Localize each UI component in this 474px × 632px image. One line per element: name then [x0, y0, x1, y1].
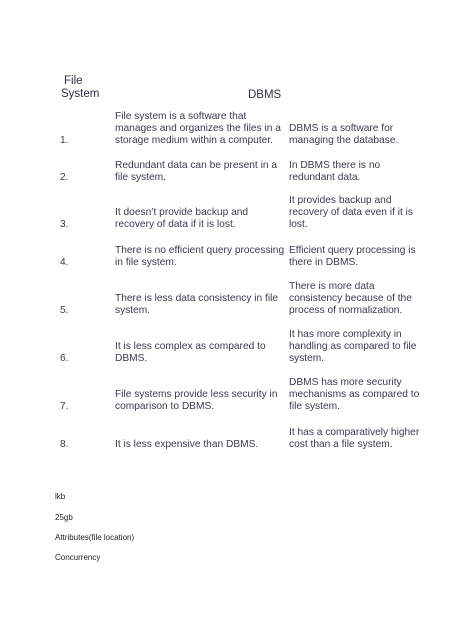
column-header-file-system-line1: File: [64, 75, 83, 87]
cell-text-line: manages and organizes the files in a: [115, 123, 281, 134]
cell-text-line: file system.: [289, 401, 340, 412]
cell-text-line: There is less data consistency in file: [115, 293, 279, 304]
cell-text-line: Efficient query processing is: [289, 245, 416, 256]
cell-text-line: It doesn’t provide backup and: [115, 207, 249, 218]
cell-text-line: system.: [115, 305, 151, 316]
cell-text-line: DBMS.: [115, 353, 148, 364]
cell-text-line: DBMS has more security: [289, 377, 402, 388]
note-line: lkb: [55, 492, 66, 501]
note-line: 25gb: [55, 513, 73, 522]
column-header-dbms: DBMS: [248, 89, 282, 101]
cell-text-line: There is more data: [289, 281, 375, 292]
cell-text-line: there in DBMS.: [289, 257, 359, 268]
column-header-file-system-line2: System: [61, 88, 100, 100]
cell-text-line: consistency because of the: [289, 293, 412, 304]
cell-text-line: There is no efficient query processing: [115, 245, 285, 256]
row-number: 3.: [60, 219, 69, 230]
row-number: 1.: [60, 135, 69, 146]
cell-text-line: File systems provide less security in: [115, 389, 278, 400]
cell-text-line: It is less expensive than DBMS.: [115, 439, 259, 450]
cell-text-line: Redundant data can be present in a: [115, 160, 277, 171]
cell-text-line: lost.: [289, 219, 308, 230]
cell-text-line: It provides backup and: [289, 195, 392, 206]
cell-text-line: In DBMS there is no: [289, 160, 381, 171]
cell-text-line: It has more complexity in: [289, 329, 402, 340]
note-line: Attributes(file location): [55, 533, 135, 542]
cell-text-line: file system.: [115, 172, 166, 183]
row-number: 6.: [60, 353, 69, 364]
row-number: 7.: [60, 401, 69, 412]
cell-text-line: in file system.: [115, 257, 177, 268]
cell-text-line: cost than a file system.: [289, 439, 393, 450]
row-number: 8.: [60, 439, 69, 450]
cell-text-line: redundant data.: [289, 172, 361, 183]
cell-text-line: handling as compared to file: [289, 341, 417, 352]
cell-text-line: comparison to DBMS.: [115, 401, 215, 412]
cell-text-line: It is less complex as compared to: [115, 341, 266, 352]
table-row: [0, 391, 474, 451]
cell-text-line: mechanisms as compared to: [289, 389, 420, 400]
cell-text-line: recovery of data if it is lost.: [115, 219, 236, 230]
row-number: 5.: [60, 305, 69, 316]
note-line: Concurrency: [55, 553, 101, 562]
cell-text-line: It has a comparatively higher: [289, 427, 420, 438]
row-number: 4.: [60, 257, 69, 268]
cell-text-line: managing the database.: [289, 135, 399, 146]
row-number: 2.: [60, 172, 69, 183]
file-system-cell: [115, 439, 283, 451]
dbms-cell: [289, 427, 429, 451]
cell-text-line: process of normalization.: [289, 305, 403, 316]
cell-text-line: storage medium within a computer.: [115, 135, 273, 146]
cell-text-line: DBMS is a software for: [289, 123, 394, 134]
cell-text-line: File system is a software that: [115, 111, 247, 122]
cell-text-line: recovery of data even if it is: [289, 207, 414, 218]
cell-text-line: system.: [289, 353, 325, 364]
